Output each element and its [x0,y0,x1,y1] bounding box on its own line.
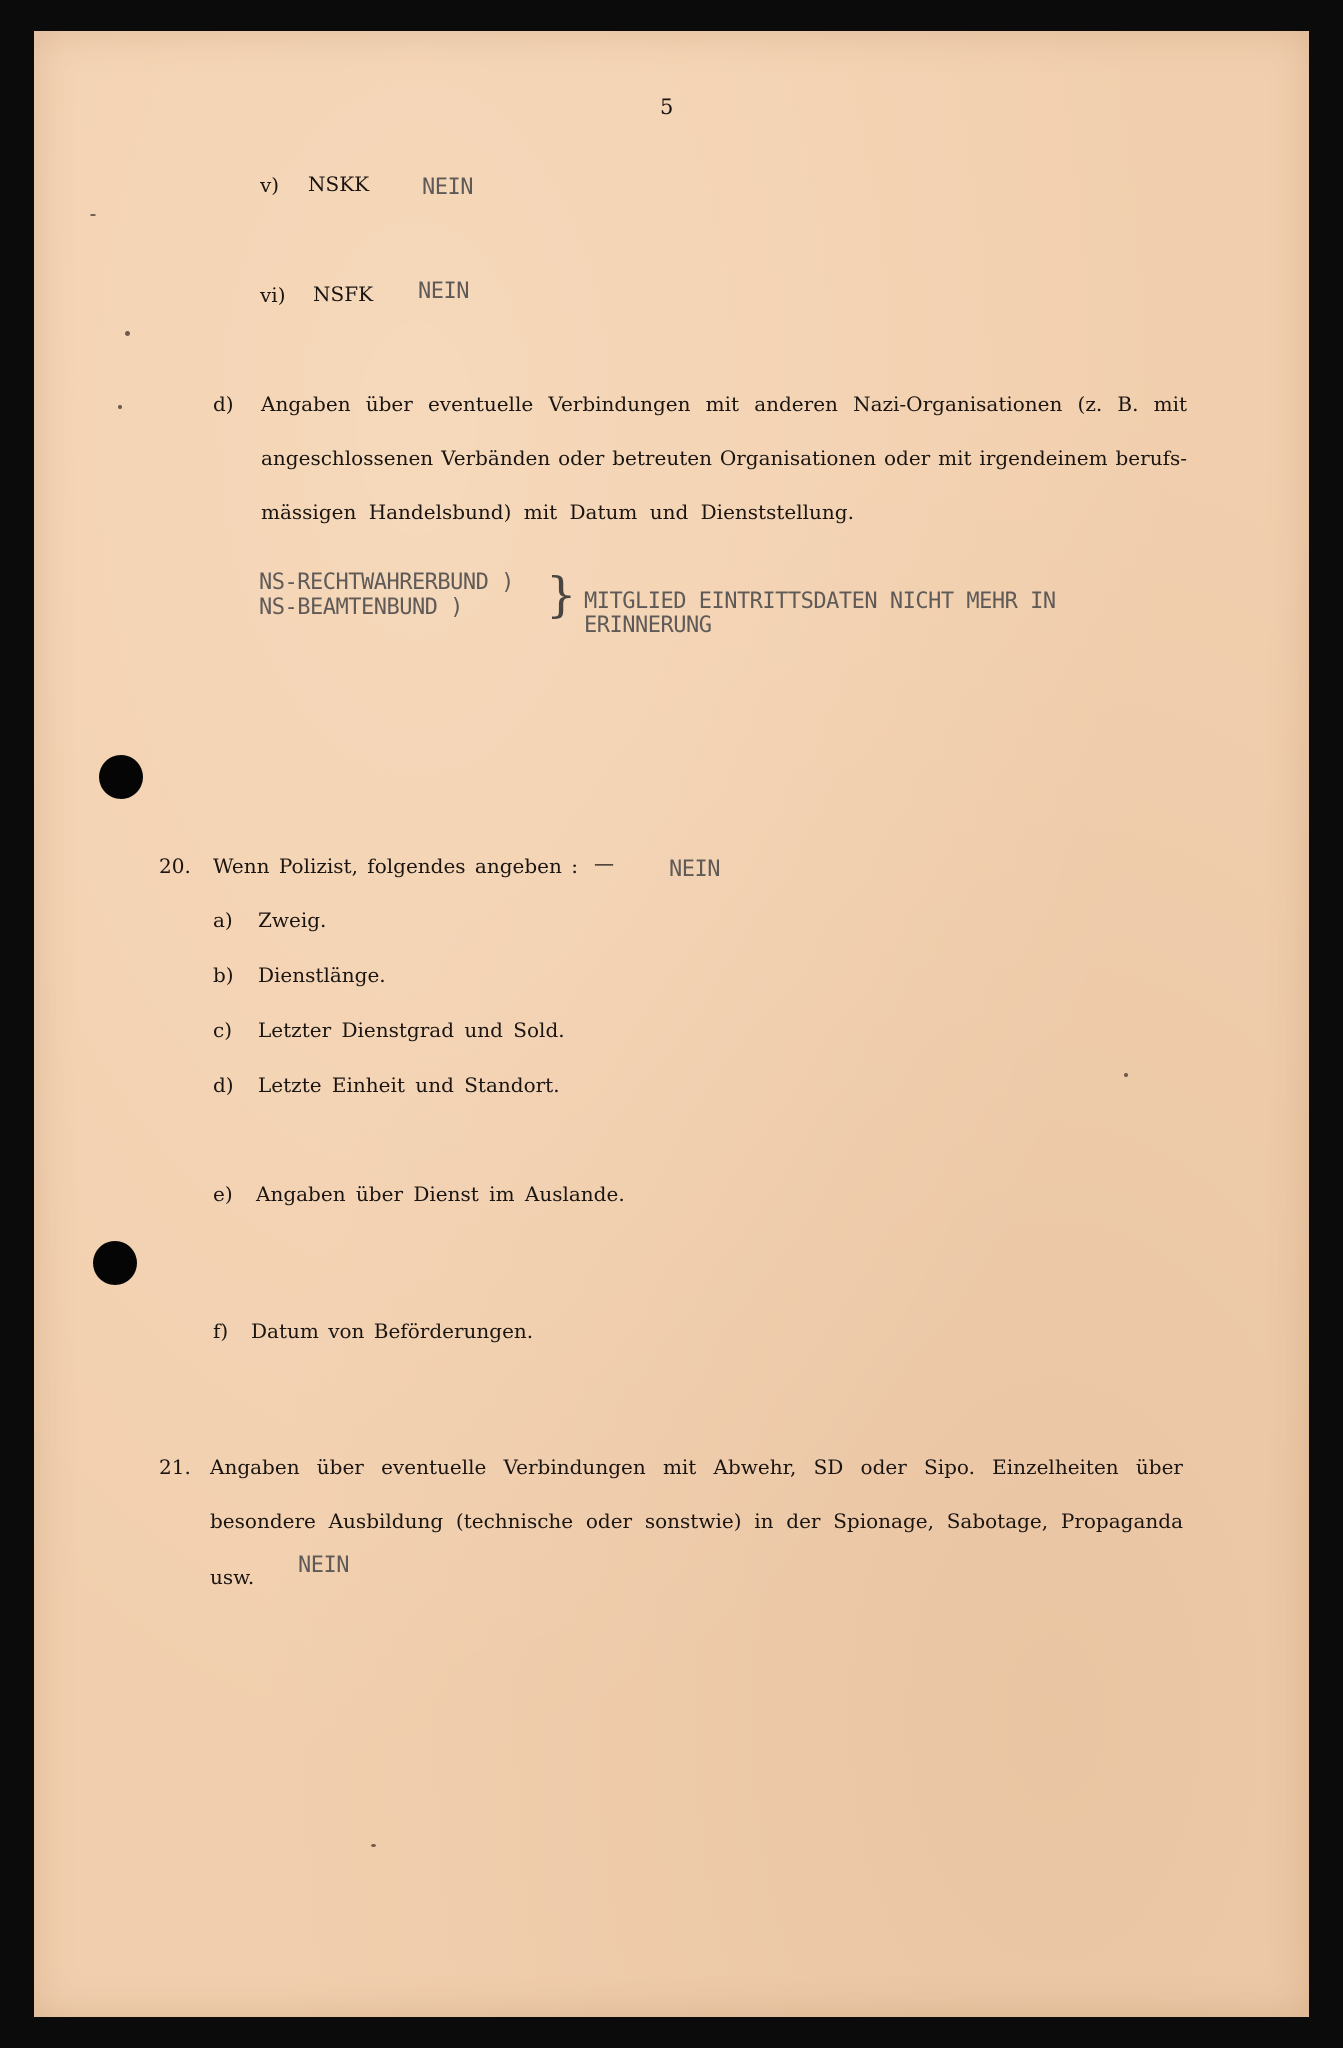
answer-org-1: NS-RECHTWAHRERBUND ) [259,570,514,595]
item-v-answer: NEIN [422,175,473,200]
paper-speck [118,405,122,409]
q20-prompt: Wenn Polizist, folgendes angeben : [213,854,578,878]
q20-item-e-text: Angaben über Dienst im Auslande. [256,1182,625,1206]
item-vi-label: vi) [260,283,286,307]
q20-item-d-text: Letzte Einheit und Standort. [258,1073,560,1097]
paper-speck [371,1844,376,1847]
q20-item-c-label: c) [213,1018,233,1042]
q20-item-b-text: Dienstlänge. [258,963,386,987]
answer-status-line-1: MITGLIED EINTRITTSDATEN NICHT MEHR IN [584,589,1056,614]
q20-item-a-label: a) [213,908,233,932]
q21-line-2: besondere Ausbildung (technische oder sonstwie) in der Spionage, Sabotage, Propaganda [210,1509,1183,1533]
answer-org-2: NS-BEAMTENBUND ) [259,595,463,620]
section-d-label: d) [213,392,234,416]
page-number: 5 [660,95,674,119]
q21-answer: NEIN [298,1553,349,1578]
q20-item-d-label: d) [213,1073,234,1097]
answer-status-line-2: ERINNERUNG [584,613,712,638]
section-d-line-1: Angaben über eventuelle Verbindungen mit anderen Nazi-Organisationen (z. B. mit [261,392,1187,416]
punch-hole-upper [99,755,143,799]
q21-line-1: Angaben über eventuelle Verbindungen mit Abwehr, SD oder Sipo. Einzelheiten über [210,1455,1183,1479]
q20-item-f-label: f) [213,1319,229,1343]
paper-speck [90,214,96,216]
q20-item-a-text: Zweig. [258,908,327,932]
brace-mark: } [546,567,577,623]
q20-dash: — [594,851,614,875]
q20-item-b-label: b) [213,963,234,987]
q20-answer: NEIN [669,857,720,882]
paper-speck [1124,1073,1128,1077]
q20-number: 20. [159,854,191,878]
q20-item-c-text: Letzter Dienstgrad und Sold. [258,1018,565,1042]
document-page [34,31,1309,2017]
item-vi-text: NSFK [313,282,374,306]
paper-speck [125,331,130,336]
section-d-line-2: angeschlossenen Verbänden oder betreuten Organisationen oder mit irgendeinem berufs- [261,446,1187,470]
q20-item-e-label: e) [213,1182,233,1206]
q21-number: 21. [159,1455,191,1479]
q21-line-3: usw. [210,1565,255,1589]
punch-hole-lower [93,1241,137,1285]
section-d-line-3: mässigen Handelsbund) mit Datum und Dienststellung. [261,500,854,524]
item-vi-answer: NEIN [418,279,469,304]
q20-item-f-text: Datum von Beförderungen. [251,1319,534,1343]
item-v-text: NSKK [308,172,370,196]
item-v-label: v) [260,173,280,197]
